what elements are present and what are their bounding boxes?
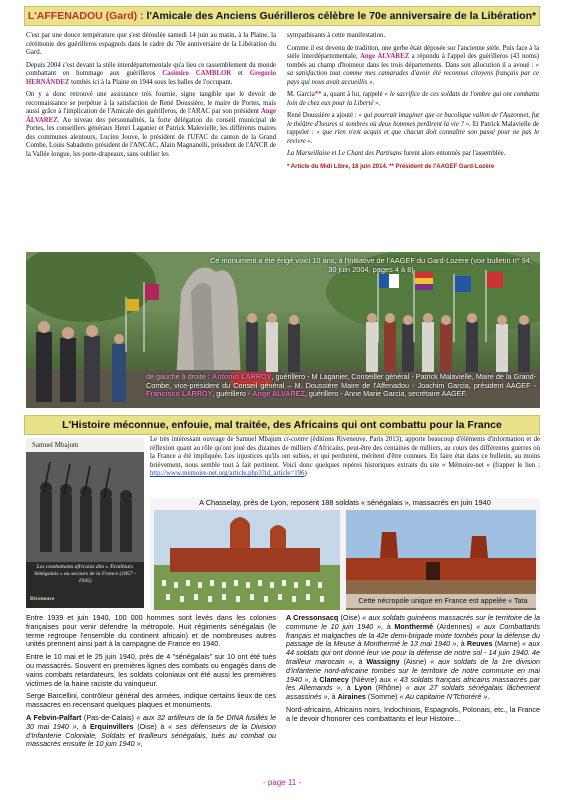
chasselay-photos xyxy=(150,498,540,610)
person-name: Ange ALVAREZ xyxy=(252,389,305,399)
place-name: Wassigny xyxy=(366,656,400,666)
text: et xyxy=(329,150,339,157)
quote: « Au capitaine N'Tchoréré » xyxy=(399,692,488,702)
person-name: Casimiro CAMBLOR xyxy=(162,70,232,77)
footnote-mark: ** xyxy=(314,91,322,98)
place-name: Airaines xyxy=(337,692,366,702)
text: ci-contre xyxy=(283,436,309,443)
text: Le très intéressant ouvrage de Samuel Mbajum xyxy=(150,436,284,443)
text: (Nièvre) aux xyxy=(348,674,394,684)
person-name: Francisco LARROY xyxy=(146,389,213,399)
paragraph xyxy=(287,150,539,159)
text: tombés ici à la Plaine en 1944 sous les balles de l'occupant. xyxy=(69,78,233,86)
song-title: La Marseillaise xyxy=(287,150,330,157)
paragraph xyxy=(26,91,276,159)
quote: « ses défenseurs de la Division d'Infanterie Coloniale, Soldats et tirailleurs sénégalais, tués au combat ou massacrés ensuite le 10 juin 1940 » xyxy=(26,721,276,749)
text: (Somme) xyxy=(365,692,400,702)
text: , à xyxy=(308,674,320,684)
paragraph xyxy=(150,436,540,479)
ceremony-photo-credits xyxy=(146,373,536,399)
tata-caption: Cette nécropole unique en France est appelée « Tata xyxy=(346,594,540,608)
paragraph xyxy=(287,45,539,88)
section1-right-column xyxy=(287,32,539,250)
source-note xyxy=(287,163,539,172)
text: a, quant à lui, rappelé xyxy=(321,91,385,98)
text: a répondu à l'appel des guérilleros (43 noms) tombés au champ d'honneur dans les trois départements. Dans son allocution il a avoué : xyxy=(287,53,539,69)
quote: « sa satisfaction tout comme mes camarades d'avoir été reconnus citoyens français par ce pays qui nous avait accueillis ». xyxy=(287,61,539,86)
place-name: Monthermé xyxy=(394,621,434,631)
text: , à xyxy=(456,639,467,649)
text: Depuis 2004 c'est devant la stèle interdépartementale qu'a lieu ce rassemblement du monde combattant en hommage aux guérilleros xyxy=(26,61,276,77)
place-name: A Febvin-Palfart xyxy=(26,712,82,722)
text: (Oise) à xyxy=(133,721,169,731)
paragraph xyxy=(286,614,540,702)
text: , à xyxy=(352,656,367,666)
quote: « aux Combattants français et malgaches de la 42e demi-brigade mixte tombés pour la défense du passage de la Meuse à Monthermé le 13 mai 1940 » xyxy=(286,621,540,649)
section2-title: L'Histoire méconnue, enfouie, mal traitée, des Africains qui ont combattu pour la France xyxy=(24,415,540,435)
paragraph xyxy=(287,112,539,146)
text: (Pas-de-Calais) xyxy=(81,712,137,722)
paragraph: Entre 1939 et juin 1940, 100 000 hommes sont levés dans les colonies françaises pour venir défendre la métropole. Huit régiments sénégalais (le terme regroupe l'ensemble du continent africain) et de nombreuses autres unités prennent ainsi part à la campagne de France en 1940. xyxy=(26,614,276,649)
section1-title xyxy=(24,6,540,26)
book-author: Samuel Mbajum xyxy=(26,438,144,452)
book-cover xyxy=(26,438,144,608)
ceremony-photo xyxy=(26,252,540,408)
text: (Ardennes) xyxy=(433,621,477,631)
text: , à xyxy=(327,692,338,702)
text: M. Garcia xyxy=(287,91,315,98)
person-name: Ange ÁLVAREZ xyxy=(26,108,276,124)
paragraph: C'est par une douce température que s'est déroulée samedi 14 juin au matin, à la Plaine, la cérémonie des guérilleros espagnols dans le cadre du 70e anniversaire de la Libération du Gard. xyxy=(26,32,276,56)
paragraph: Nord-africains, Africains noirs, Indochinois, Espagnols, Polonais, etc., la France a le devoir d'honorer ces combattants et leur Histoire… xyxy=(286,704,540,723)
quote: « 43 soldats français africains massacrés par les Allemands » xyxy=(286,674,540,693)
text: et xyxy=(231,70,250,77)
source-note-1: * Article du Midi Libre, 18 juin 2014. xyxy=(287,163,388,170)
text: de gauche à droite : xyxy=(146,372,212,381)
place-name: Lyon xyxy=(354,683,372,693)
place-name: A Cressonsacq xyxy=(286,614,339,622)
place-name: Reuves xyxy=(466,639,493,649)
quote: « qui pourrait imaginer que ce bucolique vallon de l'Auzonnet, fut le théâtre d'heures si sombres où deux hommes perdirent la vie ? ». xyxy=(287,112,539,128)
paragraph: sympathisants à cette manifestation. xyxy=(287,32,386,39)
quote: « aux 44 soldats qui ont donné leur vie pour la défense de notre sol - 14 juin 1940. 4e tirailleur marocain » xyxy=(286,639,540,666)
place-name: Clamecy xyxy=(319,674,349,684)
paragraph: Serge Barcellini, contrôleur général des armées, indique certains lieux de ces massacres en recensant quelques plaques et monuments. xyxy=(26,691,276,710)
text: (Marne) xyxy=(492,639,523,649)
source-note-2: ** Président de l'AAGEF Gard-Lozère xyxy=(387,163,495,170)
paragraph: Entre le 10 mai et le 25 juin 1940, près de 4 "sénégalais" sur 10 ont été tués ou massacrés. Souvent en premières lignes des combats ou engagés dans de vains combats retardateurs, les soldats coloniaux ont été aussi les premières victimes de la haine raciste du vainqueur. xyxy=(26,652,276,688)
text: . xyxy=(487,692,490,702)
quote: « que rien n'est acquis et que chacun doit connaître son passé pour ne pas le revivre ». xyxy=(287,129,539,145)
text: , à xyxy=(76,721,90,731)
section1-left-column xyxy=(26,32,276,250)
text: (Oise) xyxy=(338,614,363,622)
chasselay-caption: A Chasselay, près de Lyon, reposent 188 soldats « sénégalais », massacrés en juin 1940 xyxy=(199,498,491,507)
section1-title-rest: l'Amicale des Anciens Guérilleros célèbre le 70e anniversaire de la Libération* xyxy=(146,10,537,22)
text: (Aisne) xyxy=(399,656,431,666)
text: Comme il est devenu de tradition, une gerbe était déposée sur l'ancienne stèle. Puis face à la stèle interdépartementale, xyxy=(287,44,539,60)
text: . Au niveau des personnalités, la forte délégation du conseil municipal de Portes, les conseillers généraux Henri Laganier et Patrick Malevielle, les différents maires des communes alentours, Lucien Jouve, le président de l'UFAC du canton de la Grand Combe, Louis Sabadotto président de l'ANCAC, Alain Magnanelli, président de l'ANCR de la Vallée longue, les porte-drapeaux, sans oublier les xyxy=(26,116,276,158)
book-cover-illustration xyxy=(26,452,144,562)
person-name: Antonio LARROY xyxy=(211,372,272,381)
person-name: Ange ÁLVAREZ xyxy=(359,53,410,60)
song-title: Le Chant des Partisans xyxy=(338,150,402,157)
text: (éditions Riveneuve, Paris 2013), apporte beaucoup d'éléments d'information et de réflexion quant au rôle qu'ont joué des dizaines de milliers d'Africains, peut-être des centaines de milliers, au cours des différentes guerres où la France a été impliquée. Les injustices qu'ils ont subies, et qui perdurent, méritent d'être connues. En faire état dans ce bulletin, au moins brièvement, nous semble tout à fait pertinent. Voici donc quelques repères historiques extraits du site « Mémoire-net » (frapper le lien : xyxy=(150,436,540,469)
section2-right-column xyxy=(286,614,540,772)
section2-intro xyxy=(150,436,540,498)
book-title: Les combattants africains dits « Tirailleurs Sénégalais » au secours de la France (1857 - 1945) xyxy=(34,564,136,584)
text: furent alors entonnés par l'assemblée. xyxy=(401,150,506,157)
paragraph xyxy=(26,714,276,749)
paragraph xyxy=(26,62,276,88)
text: Et Patrick Malavielle de rappeler : xyxy=(287,120,539,136)
place-name: Erquinvillers xyxy=(89,721,134,731)
quote: « le sacrifice de ces soldats de l'ombre qui ont combattu loin de chez eux pour la Liberté ». xyxy=(287,91,539,107)
person-name: Gregorio HERNÁNDEZ xyxy=(26,70,276,86)
text: , xyxy=(140,739,143,749)
paragraph xyxy=(287,91,539,108)
text: ) xyxy=(304,470,307,477)
text: , guérillero - Anne Marie Garcia, secrétaire AAGEF. xyxy=(304,389,468,399)
ceremony-photo-caption: Ce monument a été érigé voici 10 ans, à l'initiative de l'AAGEF du Gard-Lozère (voir bulletin n° 94, 30 juin 2004, pages 4 à 8) xyxy=(209,256,533,274)
text: , à xyxy=(380,621,395,631)
memoire-net-link[interactable]: http://www.memoire-net.org/article.php3?id_article=196 xyxy=(150,470,305,477)
text: , guérillero - xyxy=(212,389,253,399)
quote: « aux 27 soldats sénégalais lâchement assassinés » xyxy=(286,683,540,702)
page-number: - page 11 - xyxy=(262,778,302,787)
section2-left-column xyxy=(26,614,276,772)
text: , à xyxy=(340,683,355,693)
text: René Doussière a ajouté : xyxy=(287,112,359,119)
book-publisher: Riveneuve xyxy=(30,596,55,602)
quote: « aux soldats guinéens massacrés sur le territoire de la commune le 10 juin 1940 » xyxy=(286,614,540,631)
quote: « aux soldats de la 1re division d'infanterie nord-africaine tombés sur le territoire de notre commune en mai 1940 » xyxy=(286,656,540,684)
text: On y a donc retrouvé une assistance très fournie, signe tangible que le devoir de reconnaissance se perpétue à la satisfaction de René Doussière, le maire de Portes, mais aussi grâce à l'implication de l'Amicale des guérilleros, de l'ARAC par son président xyxy=(26,91,276,115)
text: , guérillero - M Laganier, Conseiller général - Patrick Malavielle, Maire de la Grand-Combe, vice-président du Conseil général – M. Doussière Maire de l'Affenadou - Joachim Garcia, président AAGEF - xyxy=(146,372,536,390)
section1-title-place: L'AFFENADOU (Gard) : xyxy=(27,10,147,22)
quote: « aux 32 artilleurs de la 5e DINA fusillés le 30 mai 1940 » xyxy=(26,712,276,731)
text: (Rhône) xyxy=(371,683,406,693)
